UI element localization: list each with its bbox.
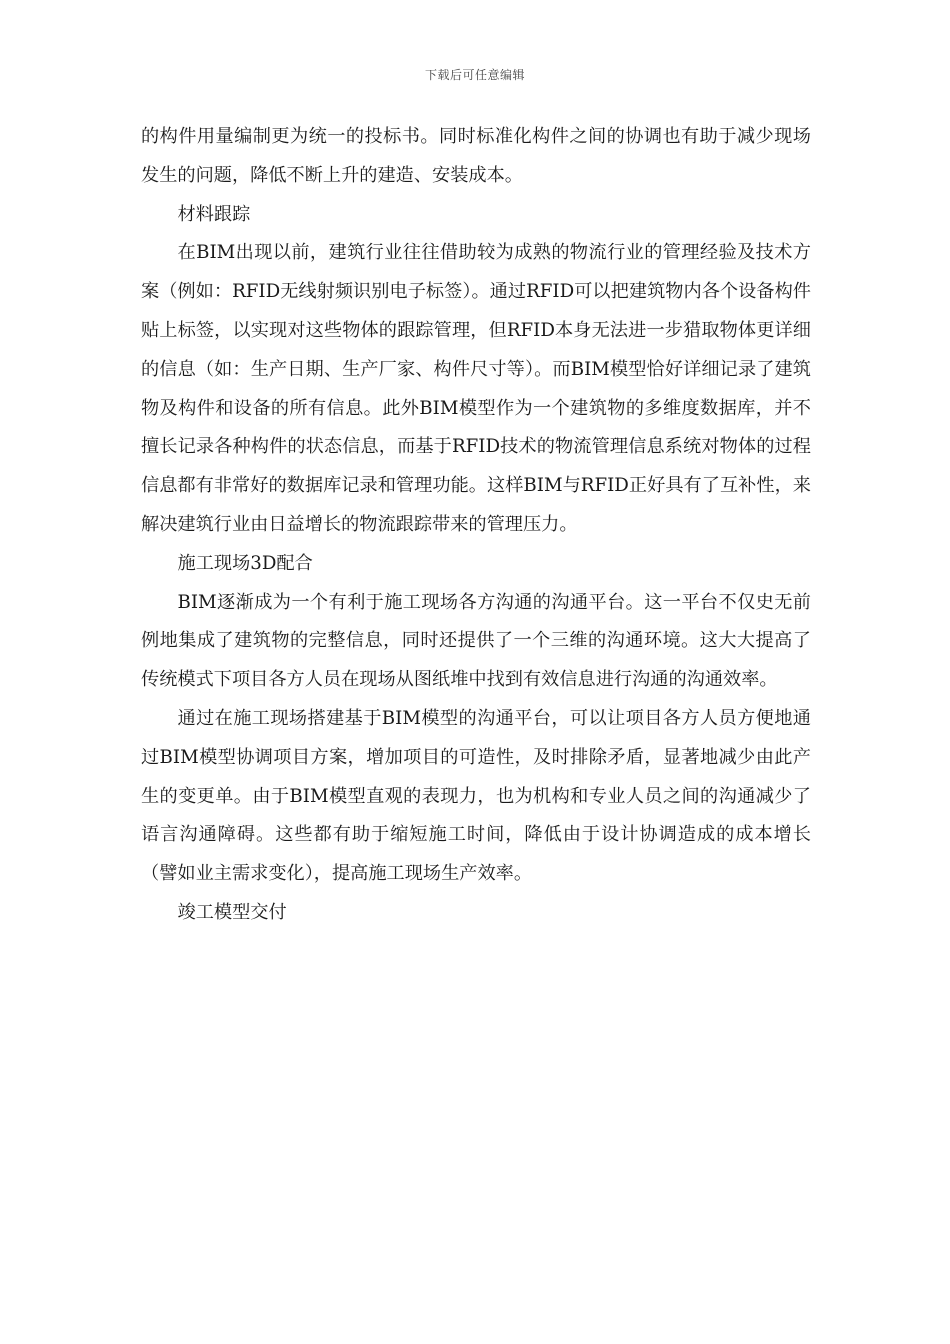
paragraph-site-3d-1: BIM逐渐成为一个有利于施工现场各方沟通的沟通平台。这一平台不仅史无前例地集成了建筑物的完整信息，同时还提供了一个三维的沟通环境。这大大提高了传统模式下项目各方人员在现场从图纸堆中找到有效信息进行沟通的沟通效率。 [141,591,811,691]
paragraph-site-3d-2: 通过在施工现场搭建基于BIM模型的沟通平台，可以让项目各方人员方便地通过BIM模型协调项目方案，增加项目的可造性，及时排除矛盾，显著地减少由此产生的变更单。由于BIM模型直观的表现力，也为机构和专业人员之间的沟通减少了语言沟通障碍。这些都有助于缩短施工时间，降低由于设计协调造成的成本增长（譬如业主需求变化），提高施工现场生产效率。 [141,707,811,885]
paragraph-material-tracking: 在BIM出现以前，建筑行业往往借助较为成熟的物流行业的管理经验及技术方案（例如：RFID无线射频识别电子标签）。通过RFID可以把建筑物内各个设备构件贴上标签，以实现对这些物体的跟踪管理，但RFID本身无法进一步猎取物体更详细的信息（如：生产日期、生产厂家、构件尺寸等）。而BIM模型恰好详细记录了建筑物及构件和设备的所有信息。此外BIM模型作为一个建筑物的多维度数据库，并不擅长记录各种构件的状态信息，而基于RFID技术的物流管理信息系统对物体的过程信息都有非常好的数据库记录和管理功能。这样BIM与RFID正好具有了互补性，来解决建筑行业由日益增长的物流跟踪带来的管理压力。 [141,242,811,535]
document-body [141,118,811,933]
section-heading-as-built-delivery: 竣工模型交付 [177,901,287,923]
page-header-note: 下载后可任意编辑 [424,68,525,82]
paragraph-continued: 的构件用量编制更为统一的投标书。同时标准化构件之间的协调也有助于减少现场发生的问题，降低不断上升的建造、安装成本。 [141,126,811,186]
section-heading-site-3d: 施工现场3D配合 [177,552,313,574]
section-heading-material-tracking: 材料跟踪 [177,203,251,225]
